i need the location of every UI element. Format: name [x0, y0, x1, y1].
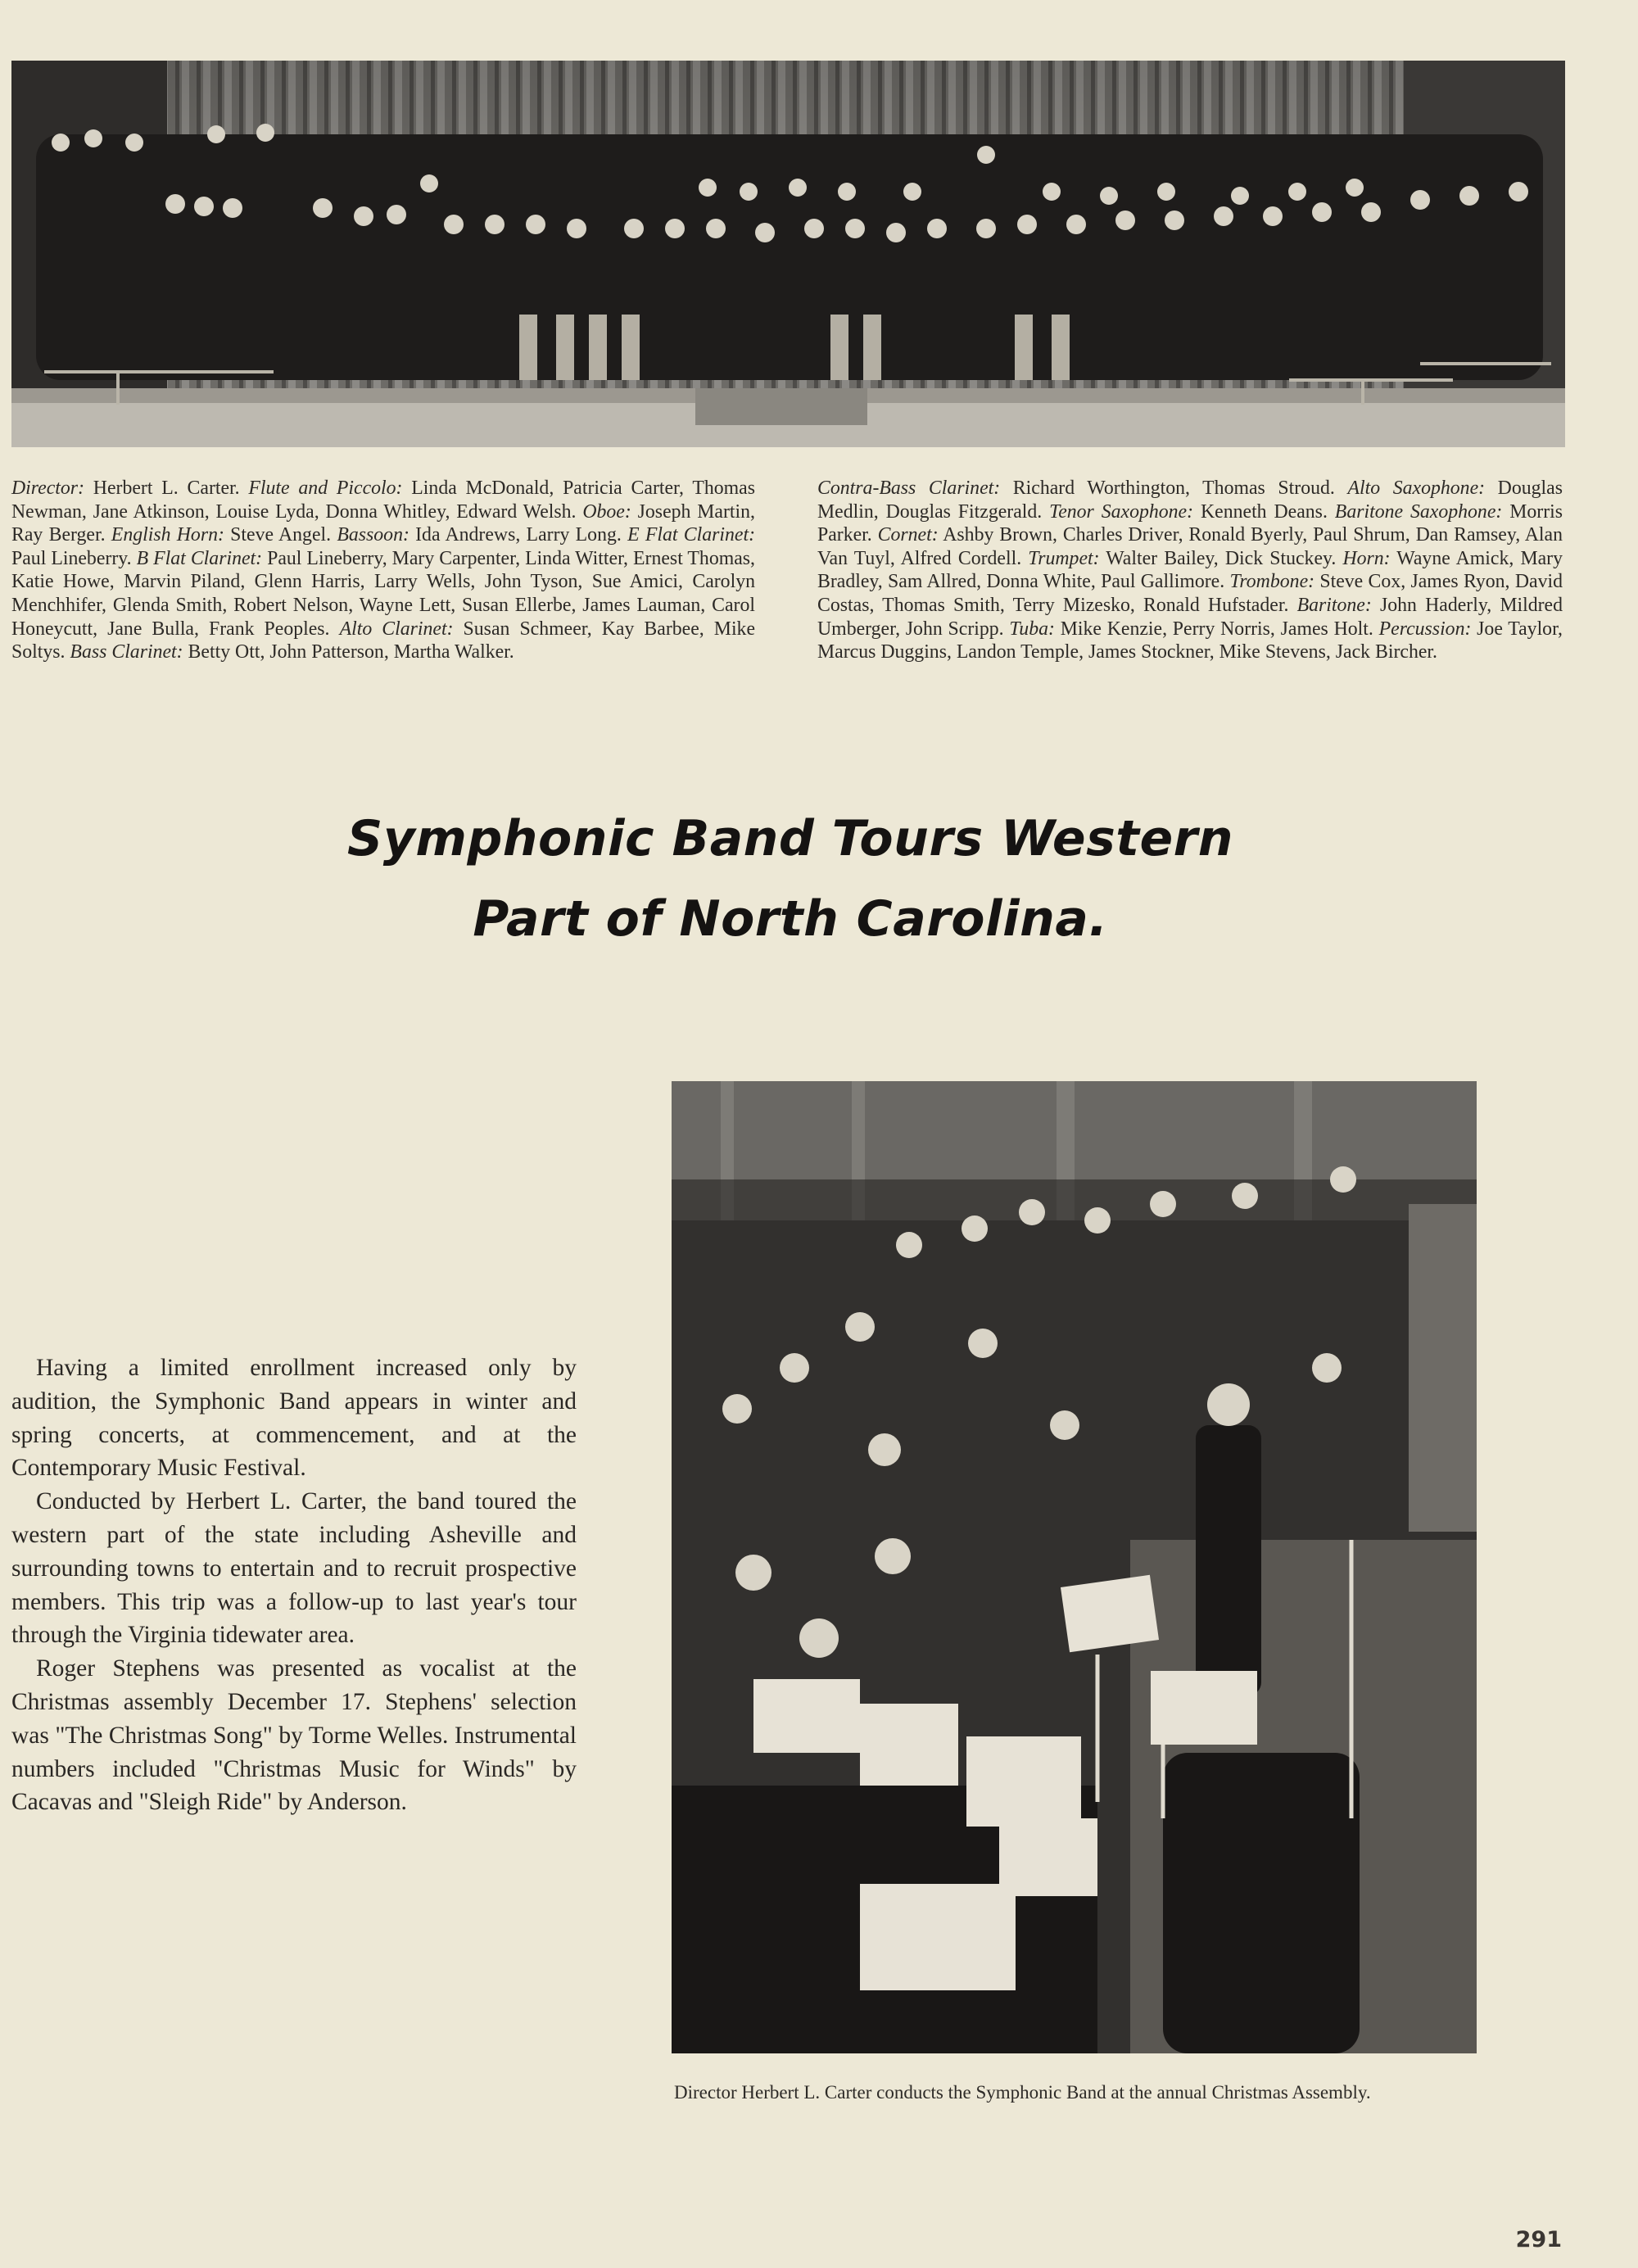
headline-line-1: Symphonic Band Tours Western: [347, 810, 1233, 867]
page-number: 291: [1515, 2227, 1562, 2252]
article-paragraph: Conducted by Herbert L. Carter, the band toured the western part of the state including Asheville and surrounding towns to entertain and to recruit prospective members. This trip was a follow-up to last year's tour through the Virginia tidewater area.: [11, 1488, 577, 1649]
roster-entry: Horn: Wayne Amick, Mary Bradley, Sam Allred, Donna White, Paul Gallimore.: [817, 547, 1563, 593]
roster-entry: Trumpet: Walter Bailey, Dick Stuckey.: [1028, 547, 1343, 569]
roster-entry: Trombone: Steve Cox, James Ryon, David Costas, Thomas Smith, Terry Mizesko, Ronald Hufstader.: [817, 571, 1563, 616]
roster-entry: Cornet: Ashby Brown, Charles Driver, Ronald Byerly, Paul Shrum, Dan Ramsey, Alan Van Tuyl, Alfred Cordell.: [817, 524, 1563, 569]
roster-entry: Tuba: Mike Kenzie, Perry Norris, James Holt.: [1009, 618, 1379, 640]
roster-entry: Percussion: Joe Taylor, Marcus Duggins, Landon Temple, James Stockner, Mike Stevens, Jack Bircher.: [817, 618, 1563, 663]
page-headline: [164, 799, 1417, 959]
roster-entry: Flute and Piccolo: Linda McDonald, Patricia Carter, Thomas Newman, Jane Atkinson, Louise Lyda, Donna Whitley, Edward Welsh.: [11, 478, 756, 523]
roster-left-column: [11, 477, 755, 664]
roster-entry: B Flat Clarinet: Paul Lineberry, Mary Carpenter, Linda Witter, Ernest Thomas, Katie Howe, Marvin Piland, Glenn Harris, Larry Wells, John Tyson, Sue Amici, Carolyn Menchhifer, Glenda Smith, Robert Nelson, Wayne Lett, Susan Ellerbe, James Lauman, Carol Honeycutt, Jane Bulla, Frank Peoples.: [11, 547, 756, 640]
article-paragraph: Having a limited enrollment increased only by audition, the Symphonic Band appears in winter and spring concerts, at commencement, and at the Contemporary Music Festival.: [11, 1355, 577, 1482]
article-body: [11, 1351, 577, 1819]
roster-entry: Bass Clarinet: Betty Ott, John Patterson, Martha Walker.: [70, 641, 514, 663]
band-stage-photo: [11, 61, 1565, 447]
roster-right-column: [817, 477, 1563, 664]
roster-entry: Alto Saxophone: Douglas Medlin, Douglas Fitzgerald.: [817, 478, 1563, 523]
roster-entry: Baritone: John Haderly, Mildred Umberger, John Scripp.: [817, 594, 1563, 640]
roster-entry: Bassoon: Ida Andrews, Larry Long.: [337, 524, 628, 546]
roster-entry: Contra-Bass Clarinet: Richard Worthington, Thomas Stroud.: [817, 478, 1348, 499]
article-paragraph: Roger Stephens was presented as vocalist at the Christmas assembly December 17. Stephens' selection was "The Christmas Song" by Torme Welles. Instrumental numbers included "Christmas Music for Winds" by Cacavas and "Sleigh Ride" by Anderson.: [11, 1655, 577, 1816]
conductor-photo: [672, 1081, 1477, 2053]
roster-entry: English Horn: Steve Angel.: [111, 524, 337, 546]
photo-caption: Director Herbert L. Carter conducts the Symphonic Band at the annual Christmas Assembly.: [674, 2082, 1371, 2103]
roster-entry: E Flat Clarinet: Paul Lineberry.: [11, 524, 756, 569]
roster-entry: Director: Herbert L. Carter.: [11, 478, 249, 499]
headline-line-2: Part of North Carolina.: [473, 890, 1108, 948]
roster-entry: Baritone Saxophone: Morris Parker.: [817, 500, 1563, 546]
roster-entry: Alto Clarinet: Susan Schmeer, Kay Barbee, Mike Soltys.: [11, 618, 756, 663]
roster-entry: Oboe: Joseph Martin, Ray Berger.: [11, 500, 755, 546]
roster-entry: Tenor Saxophone: Kenneth Deans.: [1049, 500, 1335, 523]
